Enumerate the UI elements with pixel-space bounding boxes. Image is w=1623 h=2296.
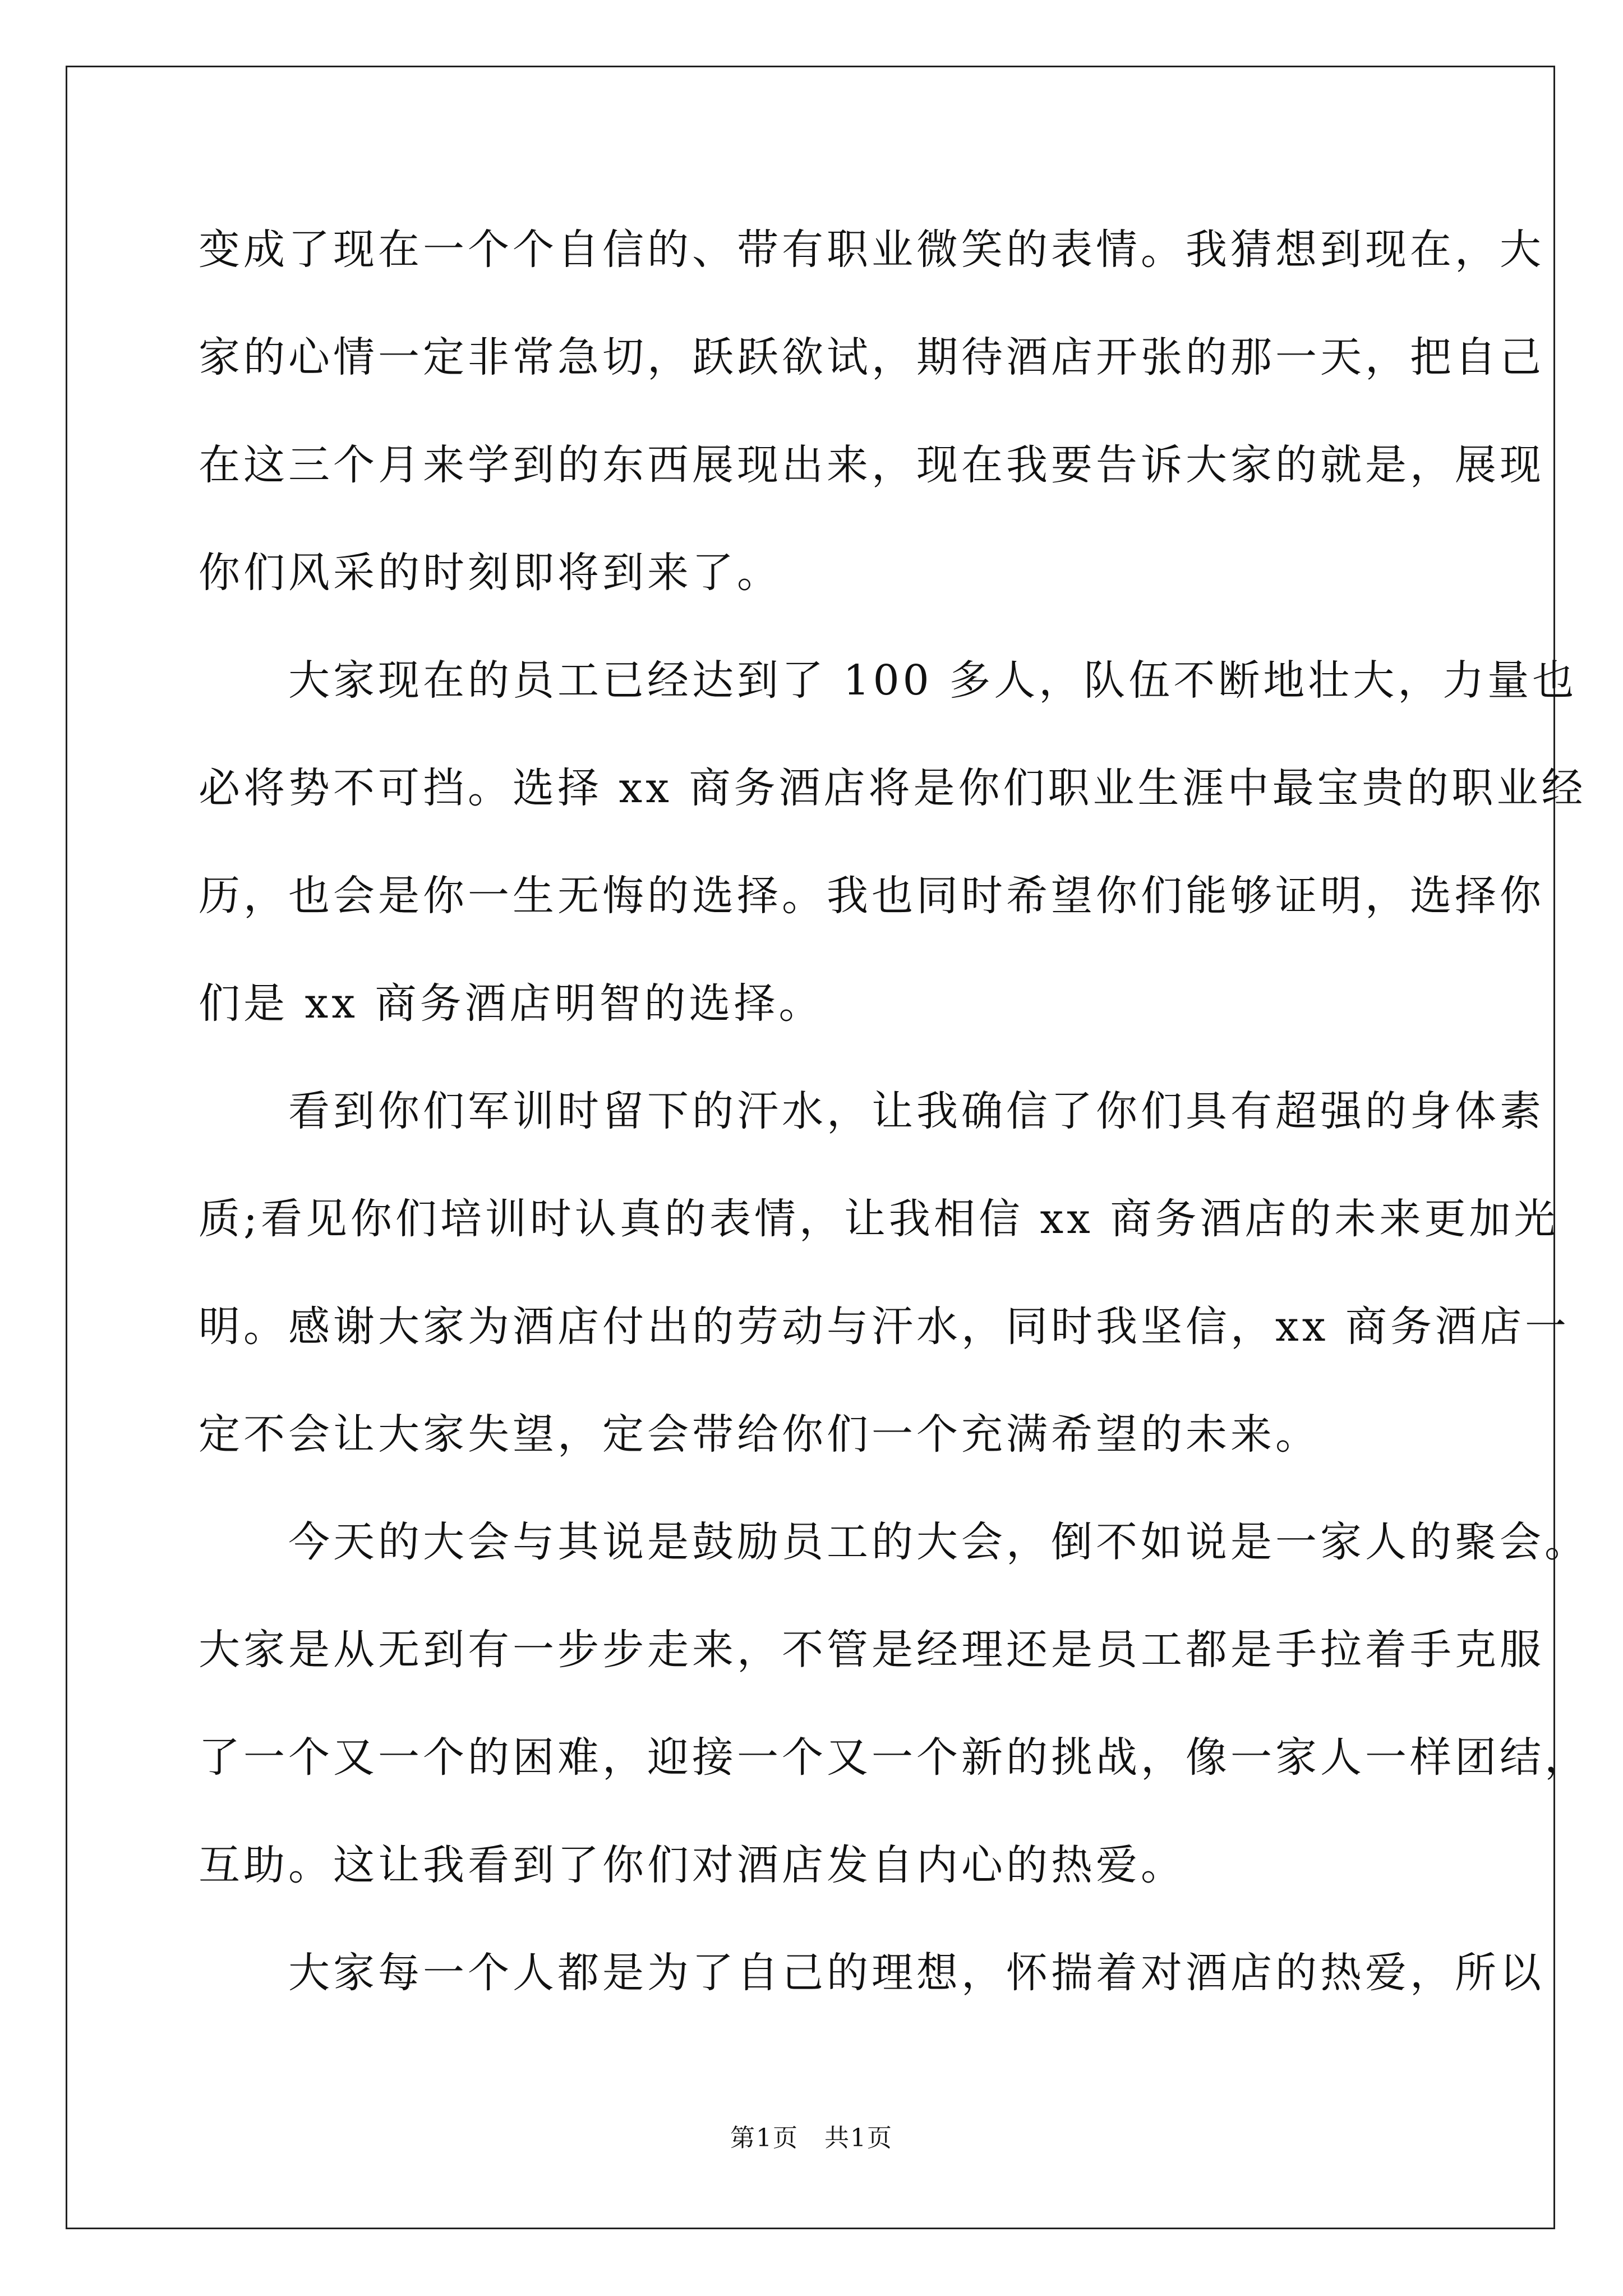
text-line: 大家是从无到有一步步走来，不管是经理还是员工都是手拉着手克服 [199, 1626, 1544, 1674]
text-line: 大家每一个人都是为了自己的理想，怀揣着对酒店的热爱，所以 [199, 1949, 1544, 1997]
text-line: 明。感谢大家为酒店付出的劳动与汗水，同时我坚信，xx 商务酒店一 [199, 1303, 1570, 1351]
document-body [199, 222, 1589, 2053]
text-line: 变成了现在一个个自信的、带有职业微笑的表情。我猜想到现在，大 [199, 226, 1544, 274]
text-line: 你们风采的时刻即将到来了。 [199, 549, 782, 597]
page-number: 第1页 共1页 [730, 2124, 893, 2152]
text-line: 必将势不可挡。选择 xx 商务酒店将是你们职业生涯中最宝贵的职业经 [199, 764, 1587, 812]
text-line: 大家现在的员工已经达到了 100 多人，队伍不断地壮大，力量也 [199, 656, 1578, 705]
text-line: 了一个又一个的困难，迎接一个又一个新的挑战，像一家人一样团结， [199, 1733, 1589, 1782]
text-line: 今天的大会与其说是鼓励员工的大会，倒不如说是一家人的聚会。 [199, 1518, 1589, 1566]
text-line: 家的心情一定非常急切，跃跃欲试，期待酒店开张的那一天，把自己 [199, 333, 1544, 381]
text-line: 们是 xx 商务酒店明智的选择。 [199, 979, 824, 1028]
text-line: 在这三个月来学到的东西展现出来，现在我要告诉大家的就是，展现 [199, 441, 1544, 489]
text-line: 互助。这让我看到了你们对酒店发自内心的热爱。 [199, 1841, 1186, 1889]
text-line: 定不会让大家失望，定会带给你们一个充满希望的未来。 [199, 1410, 1320, 1458]
text-line: 历，也会是你一生无悔的选择。我也同时希望你们能够证明，选择你 [199, 872, 1544, 920]
text-line: 质;看见你们培训时认真的表情，让我相信 xx 商务酒店的未来更加光 [199, 1195, 1559, 1243]
text-line: 看到你们军训时留下的汗水，让我确信了你们具有超强的身体素 [199, 1087, 1544, 1135]
